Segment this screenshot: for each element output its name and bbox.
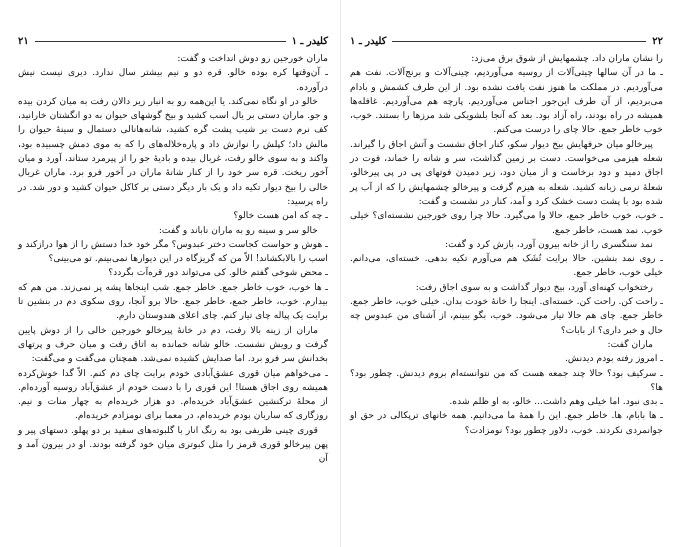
running-title: کلیدر ـ ۱ [291,35,328,47]
paragraph: ـ آن‌وقتها کره بوده خالو. قره دو و نیم بیشتر سال ندارد. دیری نیست نیش در‌آورده. [18,67,328,93]
paragraph: ـ راحت کن. راحت کن. خسته‌ای. اینجا را خانهٔ خودت بدان. خیلی خوب، خاطر جمع. خاطر جمع. چای هم حالا تیار می‌شود. خوب، بگو ببینم، از آشنای من عبدوس چه حال و خبر داری؟ از بابات؟ [350,296,663,336]
paragraph: خالو سر و سینه رو به ماران ناباند و گفت: [158,224,318,236]
paragraph: ماران خورجین رو دوش انداخت و گفت: [177,53,328,64]
paragraph: ـ ها خوب، خوب خاطر جمع. خاطر جمع. شب اینجاها پشه پر نمی‌زند. من هم که بیدارم. خوب، خاطر جمع، خاطر جمع. حالا برو آنجا، روی سکوی دم در بنشین تا برایت یک پیاله چای تیار کنم. چای اعلای هندوستان دارم. [18,281,328,322]
right-page-body [350,52,663,438]
header-rule [392,41,646,42]
paragraph: ماران از زینه بالا رفت، دم در خانهٔ پیرخالو خورجین خالی را از دوش پایین گرفت و رویش نشست. خالو شانه خمانده به اتاق رفت و میان حرف و پرتهای بخدانش سر فرو برد. اما صدایش کشیده نمی‌شد. همچنان می‌گفت و می‌گفت: [18,324,328,365]
paragraph: ـ ها بابام، ها. خاطر جمع. این را همهٔ ما می‌دانیم. همه خانهای ترپکالی در حق او جوانمردی نکردند. خوب، دلاور چطور بود؟ نومزادت؟ [350,410,663,436]
right-page-header [350,34,663,48]
page-number: ۲۲ [652,35,663,47]
left-page-body [18,52,328,467]
paragraph: قوری چینی ظریفی بود به رنگ انار با گلبوته‌های سفید بر دو پهلو. دستهای پیر و پهن پیرخالو قوری قرمز را مثل کبوتری میان خود گرفته بودند. او در بیرون آمد و آن [18,424,328,465]
paragraph: ـ خوب، خوب خاطر جمع، حالا وا می‌گیرد. حالا چرا روی خورجین نشسته‌ای؟ خیلی خوب. نمد هست، خاطر جمع. [350,210,663,236]
paragraph: رختخواب کهنه‌ای آورد، بیخ دیوار گذاشت و به سوی اجاق رفت: [415,281,653,293]
page-number: ۲۱ [18,35,29,47]
paragraph: ـ محض شوخی گفتم خالو. کی می‌تواند دور قره‌آت بگردد؟ [108,267,328,279]
header-rule [35,41,286,42]
paragraph: ـ می‌خواهم میان قوری عشق‌آبادی خودم برایت چای دم کنم. الاّ گدا خوش‌کرده همیشه روی اجاق هستا! این قوری را با دست خودم از عشق‌آباد روسیه آورده‌ام. از محلهٔ ترکنشین عشق‌آباد خریده‌ام. دو هزار خریده‌ام به چهار منات و نیم. روزگاری که ساربان بودم خریده‌ام، در معما برای نو‌مزادم خریده‌ام. [18,367,328,422]
paragraph: ـ روی نمد بنشین. حالا برایت تُشَک هم می‌آورم تکیه بدهی. خسته‌ای، می‌دانم. خیلی خوب، خاطر جمع. [350,253,663,279]
paragraph: ـ امروز رفته بودم دیدنش. [564,353,663,365]
paragraph: ـ سرکیف بود؟ حالا چند جمعه هست که من نتوانسته‌ام بروم دیدنش. چطور بود؟ ها؟ [350,367,663,393]
paragraph: ماران گفت: [607,338,653,350]
paragraph: ـ چه که امن هست خالو؟ [233,210,328,222]
paragraph: ـ بدی نبود. اما خیلی وهم داشت... خالو، به او ظلم شده. [449,396,663,408]
paragraph: خالو در او نگاه نمی‌کند. یا این‌همه رو به انبار زیر دالان رفت به میان کردن بیده و جو. ماران دستی بر یال اسب کشید و بیخ گوشهای حیوان به دو انگشتان خارانید، کف نرم دست بر شیب پشت گره کشید، شانه‌ها‌نالی دستمال و سینهٔ حیوان را مالش داد؛ کپلش را نوازش داد و پاره‌خلاله‌های را که به موی دمش چسبیده بود، واکند و به سوی خالو رفت، غربال بیده و بادیهٔ جو را از پیرمرد ستاند، آورد و میان آخور ریخت. قره سر خود را از کنار شانهٔ ماران در آخور فرو برد. ماران غربال خالی را بیخ دیوار تکیه داد و یک بار دیگر دستی بر کاکل حیوان کشید و دور شد. در راه پرسید: [18,95,328,207]
running-title: کلیدر ـ ۱ [350,35,387,47]
left-page-header [18,34,328,48]
right-page [340,0,681,547]
paragraph: ـ هوش و حواست کجاست دختر عبدوس؟ مگر خود خدا دستش را از هوا درازکند و اسب را بالابکشاند! الاّ من که گریزگاه در این دیوارها نمی‌بینم. تو می‌بینی؟ [18,238,328,265]
paragraph: را نشان ماران داد. چشمهایش از شوق برق می‌زد: [471,53,663,64]
paragraph: پیرخالو میان حرفهایش بیخ دیوار سکو، کنار اجاق نشست و آتش اجاق را گیراند. شعله هیزمی می‌خواست. دست بر زمین گذاشت، سر و شانه را خماند، فوت در اجاق دمید و دود برخاست و از میان دود، زیر دمیدن فوتهای پی در پی پیرخالو، شعلهٔ نرمی زبانه کشید. شعله به هیزم گرفت و پیرخالو چشمهایش را که از آب پر شده بود با پشت دست خشک کرد و آمد، کنار در نشست و گفت: [350,138,663,207]
paragraph: نمد سنگسری را از خانه بیرون آورد، بازش کرد و گفت: [444,238,653,250]
paragraph: ـ ما در آن سالها چیتی‌آلات از روسیه می‌آوردیم، چینی‌آلات و برنج‌آلات. نفت هم می‌آوردیم. در مملکت ما هنوز نفت یافت نشده بود. از این طرف کشمش و بادام می‌بردیم، از آن طرف این‌جور اجناس می‌آوردیم. پارچه هم می‌آوردیم. غافله‌ها همیشه در راه بودند، راه آزاد بود. بعد که آنجا بلشویکی شد مرزها را بستند. خوب، خوب خاطر جمع. حالا چای را درست می‌کنم. [350,67,663,136]
